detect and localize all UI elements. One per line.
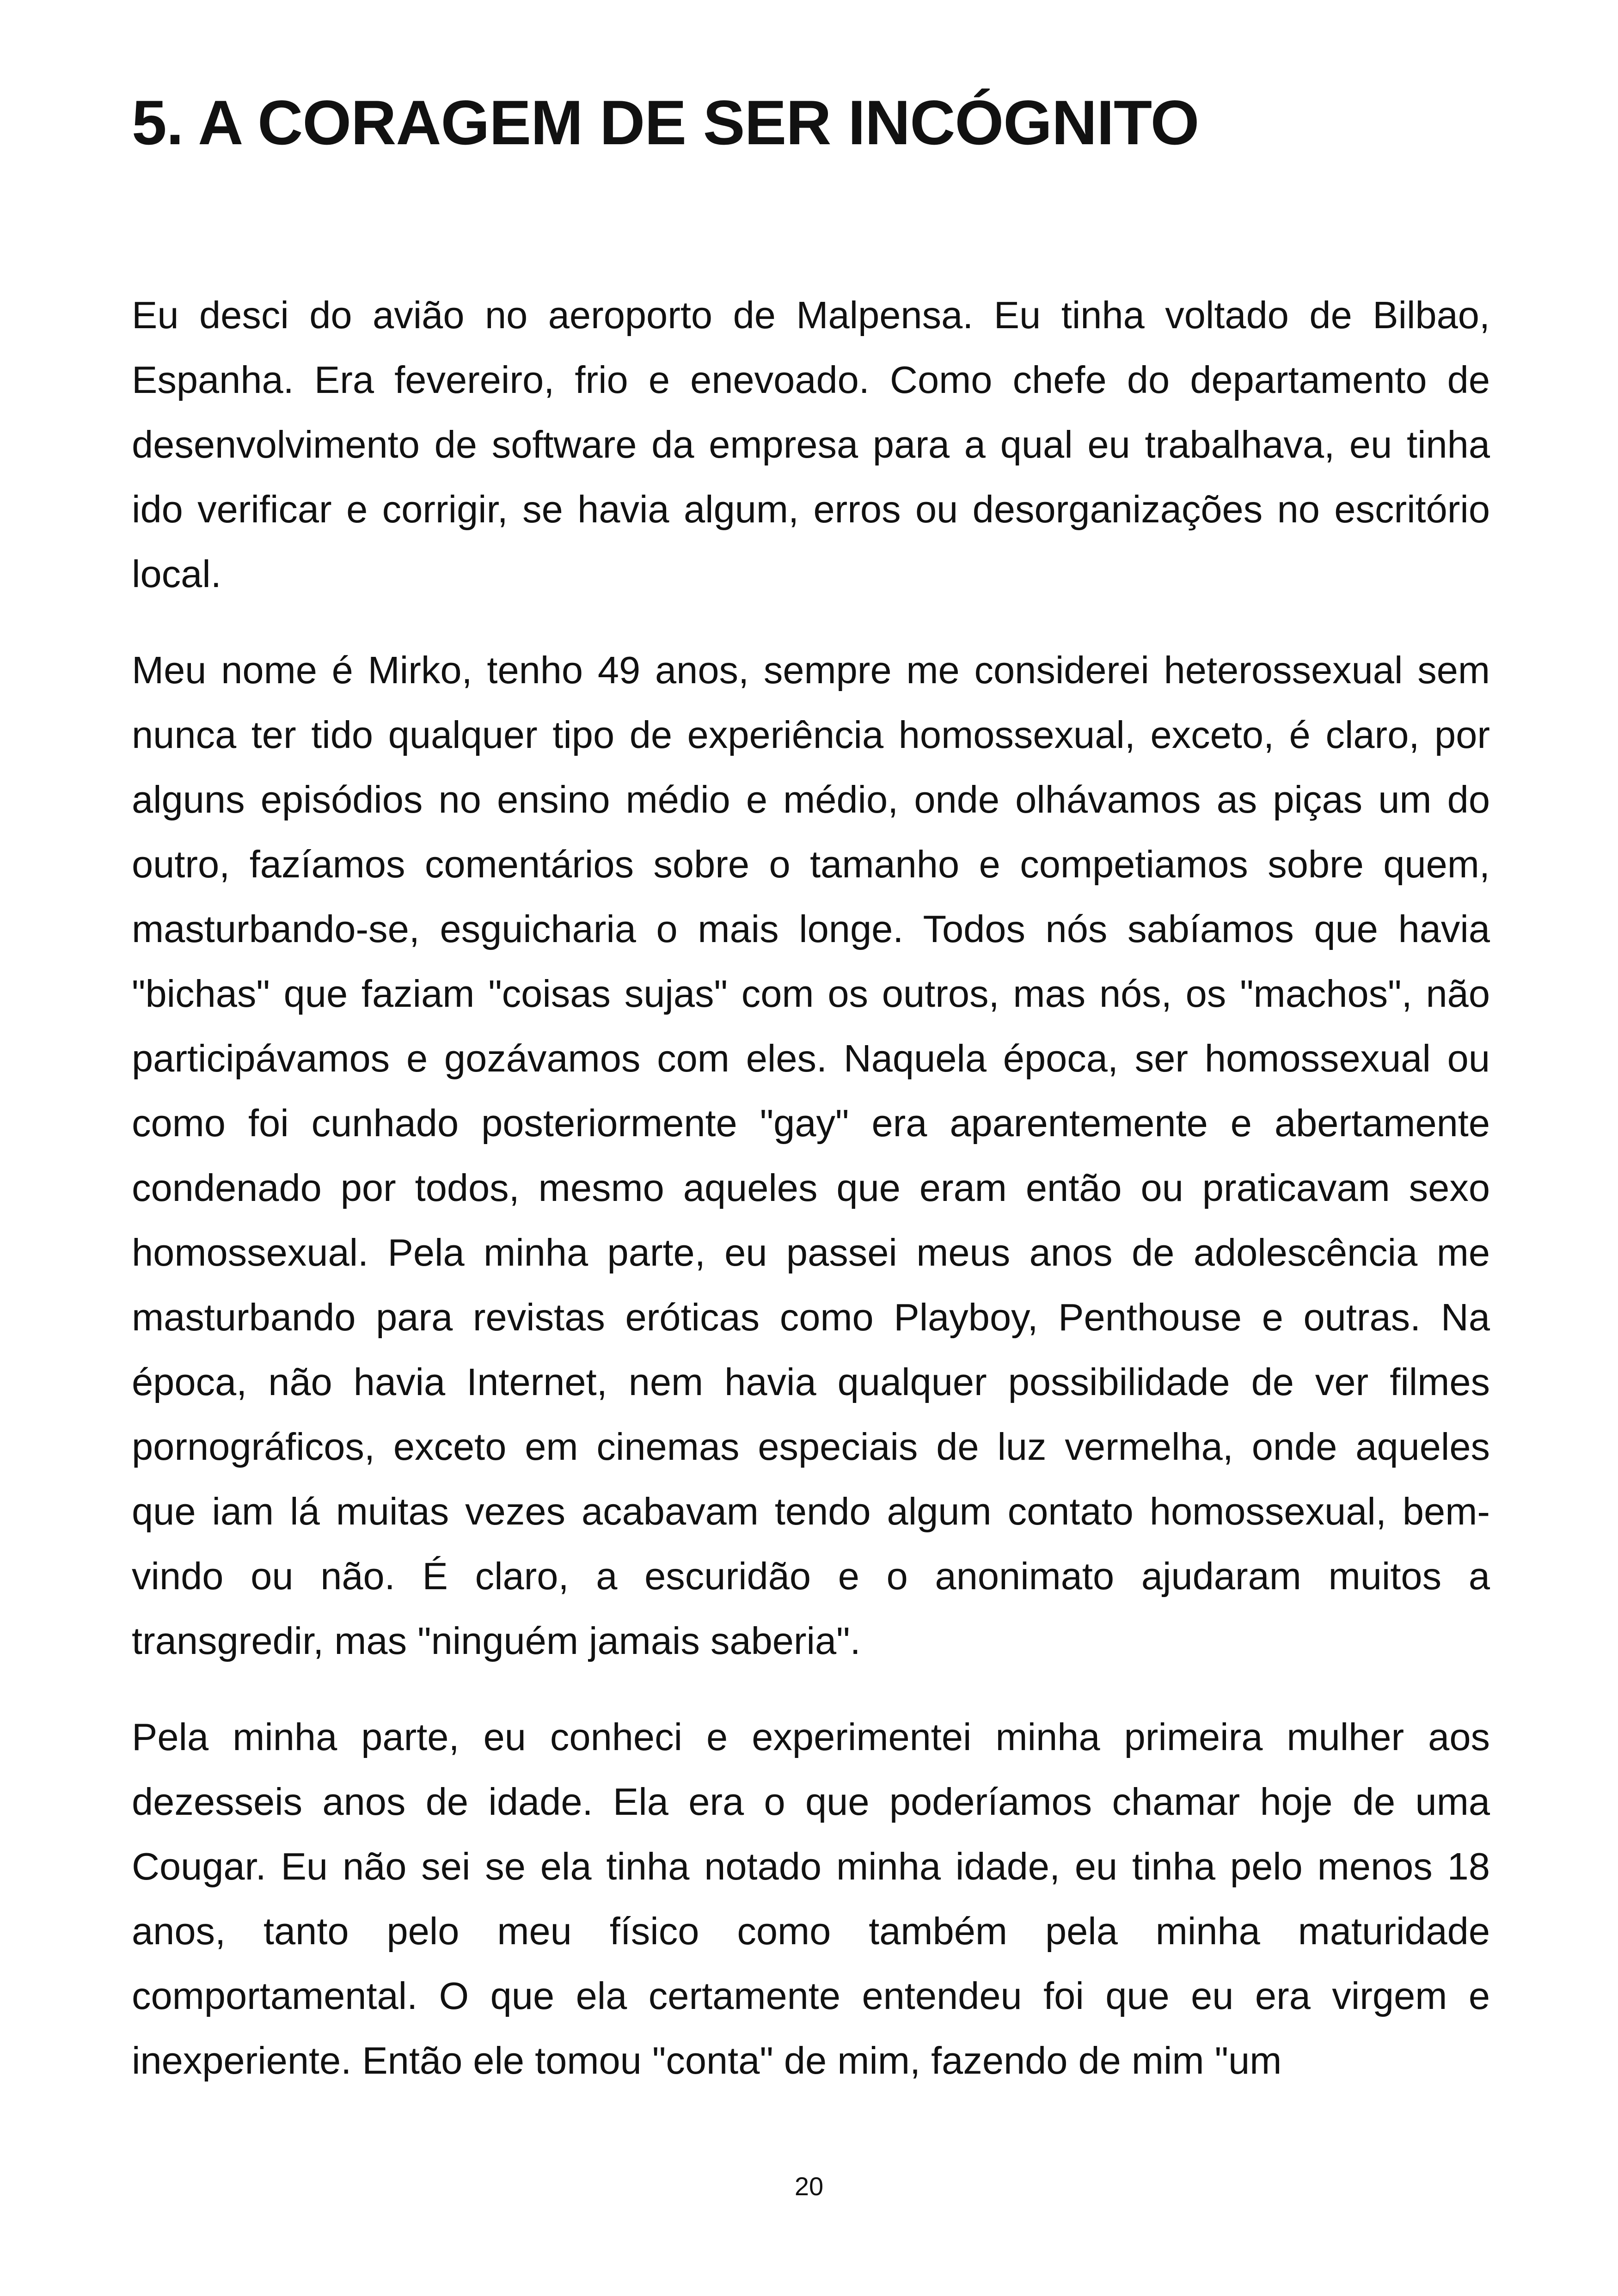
page-number: 20: [794, 2172, 824, 2201]
paragraph-1: Eu desci do avião no aeroporto de Malpensa. Eu tinha voltado de Bilbao, Espanha. Era fevereiro, frio e enevoado. Como chefe do departamento de desenvolvimento de software da empresa para a qual eu trabalhava, eu tinha ido verificar e corrigir, se havia algum, erros ou desorganizações no escritório local.: [132, 294, 1490, 595]
chapter-title: 5. A CORAGEM DE SER INCÓGNITO: [132, 87, 1199, 158]
body-text: [132, 283, 1490, 2125]
paragraph-2: Meu nome é Mirko, tenho 49 anos, sempre me considerei heterossexual sem nunca ter tido qualquer tipo de experiência homossexual, exceto, é claro, por alguns episódios no ensino médio e médio, onde olhávamos as piças um do outro, fazíamos comentários sobre o tamanho e competiamos sobre quem, masturbando-se, esguicharia o mais longe. Todos nós sabíamos que havia "bichas" que faziam "coisas sujas" com os outros, mas nós, os "machos", não participávamos e gozávamos com eles. Naquela época, ser homossexual ou como foi cunhado posteriormente "gay" era aparentemente e abertamente condenado por todos, mesmo aqueles que eram então ou praticavam sexo homossexual. Pela minha parte, eu passei meus anos de adolescência me masturbando para revistas eróticas como Playboy, Penthouse e outras. Na época, não havia Internet, nem havia qualquer possibilidade de ver filmes pornográficos, exceto em cinemas especiais de luz vermelha, onde aqueles que iam lá muitas vezes acabavam tendo algum contato homossexual, bem-vindo ou não. É claro, a escuridão e o anonimato ajudaram muitos a transgredir, mas "ninguém jamais saberia".: [132, 649, 1490, 1662]
paragraph-3: Pela minha parte, eu conheci e experimentei minha primeira mulher aos dezesseis anos de idade. Ela era o que poderíamos chamar hoje de uma Cougar. Eu não sei se ela tinha notado minha idade, eu tinha pelo menos 18 anos, tanto pelo meu físico como também pela minha maturidade comportamental. O que ela certamente entendeu foi que eu era virgem e inexperiente. Então ele tomou "conta" de mim, fazendo de mim "um: [132, 1715, 1490, 2082]
